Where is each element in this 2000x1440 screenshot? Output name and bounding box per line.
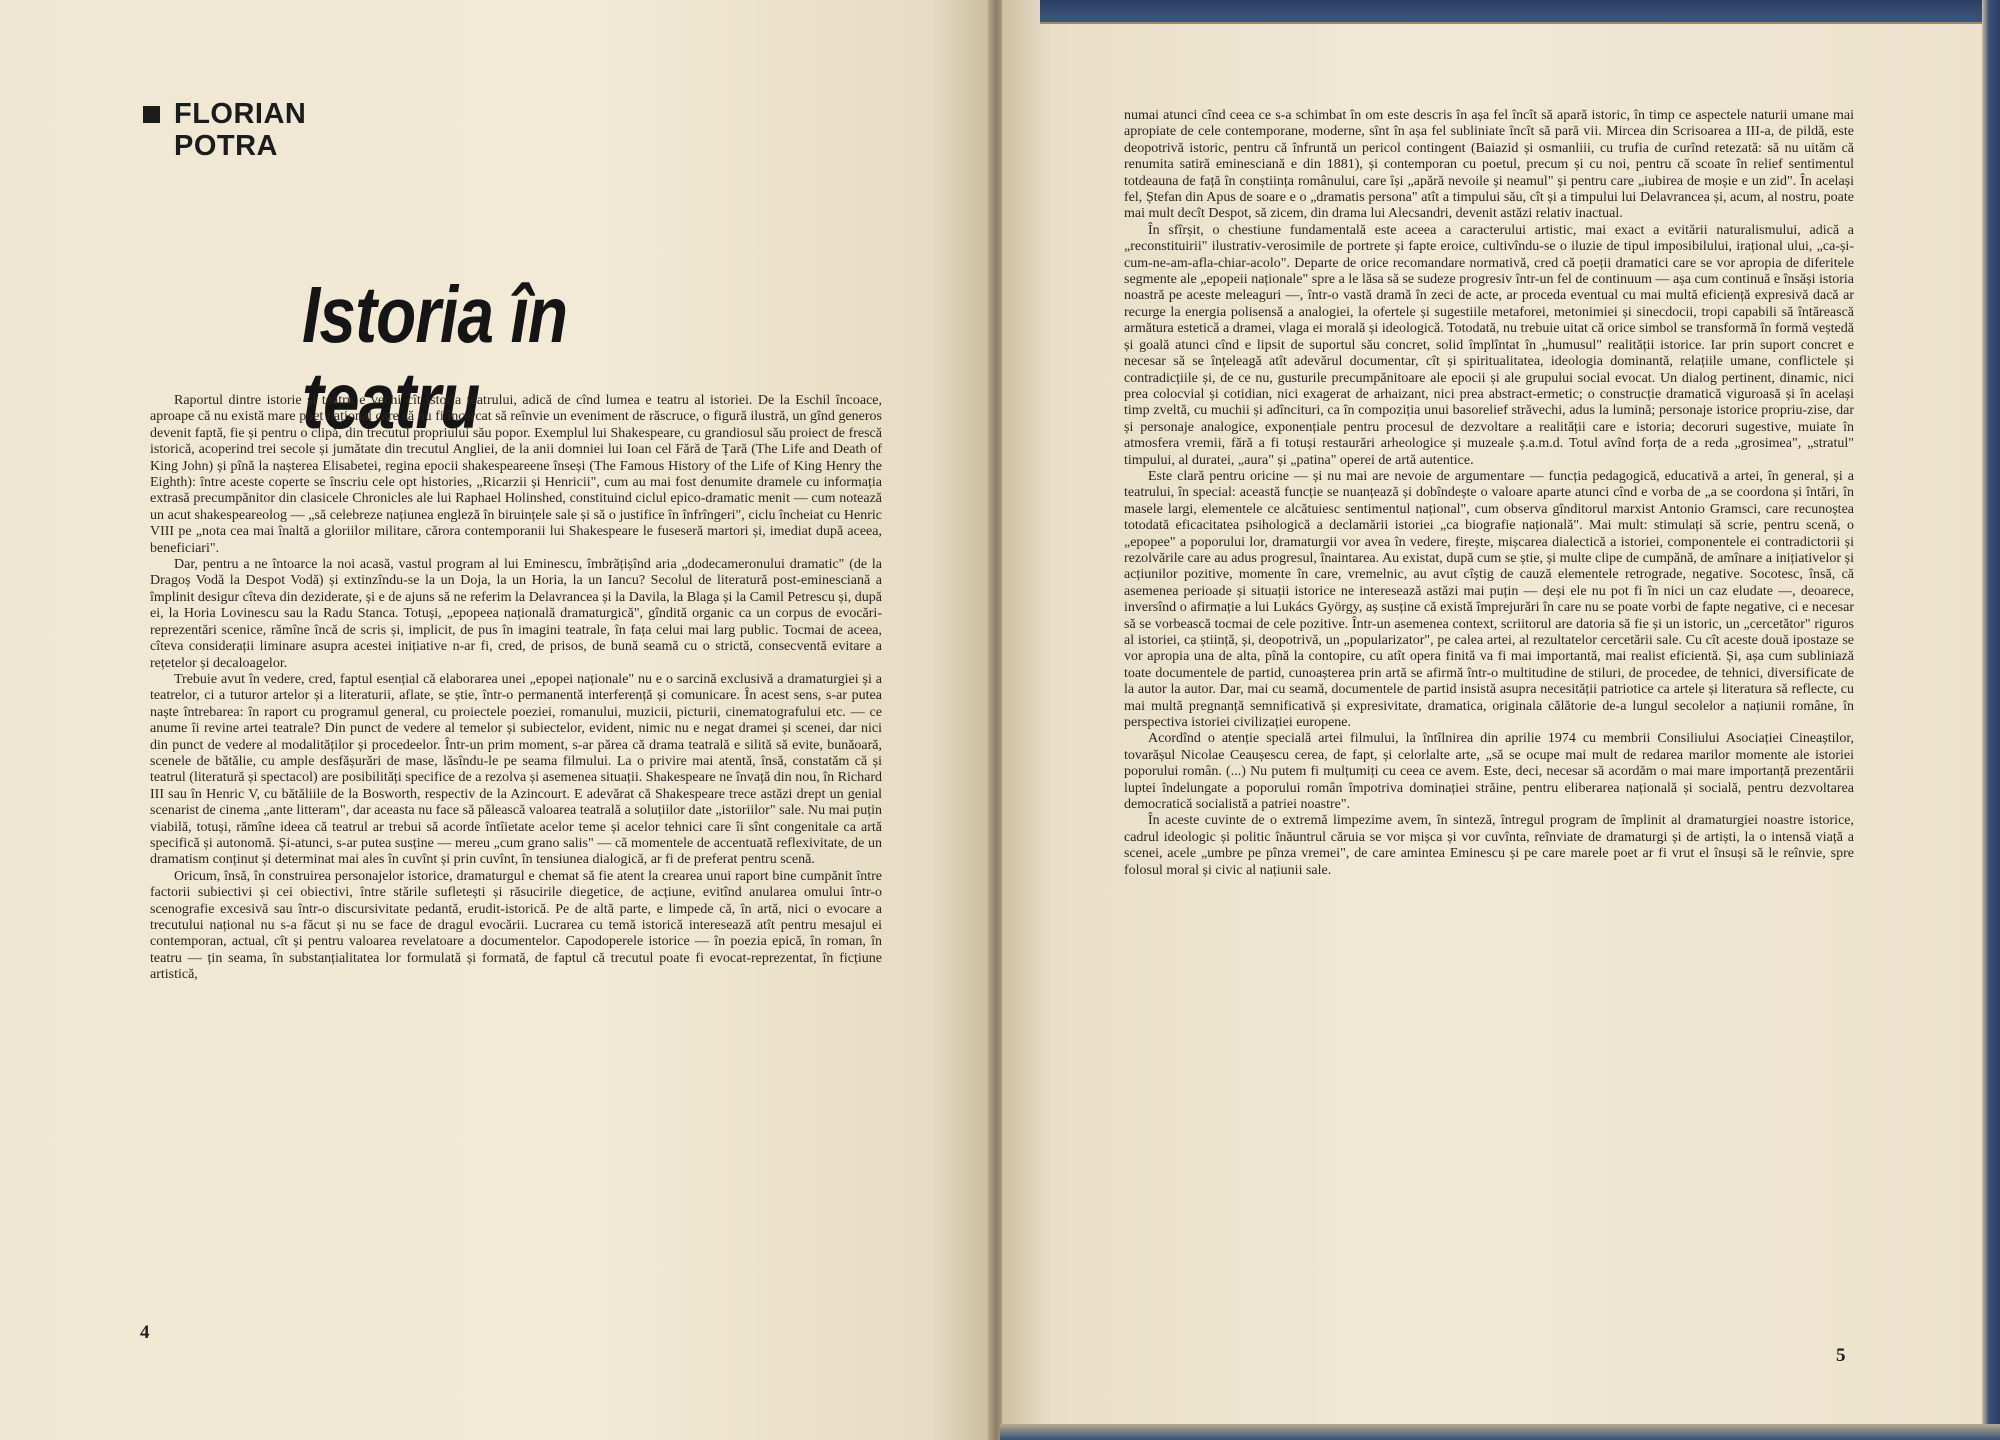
paragraph: numai atunci cînd ceea ce s-a schimbat în om este descris în așa fel încît să apară istoric, în timp ce aspectele naturii umane mai apropiate de cele contemporane, moderne, sînt în așa fel subliniate încît să pară vii. Mircea din Scrisoarea a III-a, de pildă, este deopotrivă istoric, pentru că înfruntă un pericol contingent (Baiazid și osmanliii, cu trufia de curînd retezată: să nu uităm că renumita satiră eminesciană e din 1881), și contemporan cu poetul, precum și cu noi, pentru că scoate în relief sentimentul totdeauna de față în conștiința românului, care își „apără nevoile și neamul" și pentru care „iubirea de moșie e un zid". În același fel, Ștefan din Apus de soare e o „dramatis persona" atît a timpului său, cît și a timpului lui Delavrancea și, acum, al nostru, poate mai mult decît Despot, să zicem, din drama lui Alecsandri, devenit astăzi relativ inactual. xyxy=(1124,108,1854,222)
book-cover-edge-top xyxy=(1040,0,2000,24)
paragraph: Este clară pentru oricine — și nu mai are nevoie de argumentare — funcția pedagogică, educativă a artei, în general, și a teatrului, în special: această funcție se nuanțează și dobîndește o valoare aparte atunci cînd e vorba de „a se coordona și întări, în masele largi, elementele ce alcătuiesc sentimentul național", cum observa gînditorul marxist Antonio Gramsci, care recunoștea totodată eficacitatea psihologică a declamării istoriei „ca biografie națională". Mai mult: stimulați să scrie, pentru scenă, o „epopee" a poporului lor, dramaturgii vor avea în vedere, firește, mișcarea dialectică a istoriei, componentele ei contradictorii și rezolvările care au adus progresul, înaintarea. Au existat, după cum se știe, și multe clipe de cumpănă, de amînare a inițiativelor și acțiunilor pozitive, momente în care, vremelnic, au avut cîștig de cauză elementele retrograde, negative. Socotesc, însă, că asemenea perioade și situații istorice ne interesează astăzi mai puțin — deși ele nu pot fi în nici un caz eludate —, deoarece, inversînd o afirmație a lui Lukács György, aș susține că există împrejurări în care nu se poate vorbi de fapte negative, ci e necesar să se vorbească tocmai de cele pozitive. Într-un asemenea context, scriitorul are datoria să fie și un istoric, un „cercetător" riguros al istoriei, ca știință, și, deopotrivă, un „popularizator", pe calea artei, al rezultatelor cercetării sale. Cu cît aceste două ipostaze se vor apropia una de alta, pînă la contopire, cu atît opera finită va fi mai importantă, mai realist eficientă. Și, așa cum subliniază toate documentele de partid, cunoașterea prin artă se afirmă într-o multitudine de stiluri, de procedee, de tehnici, diversificate de la autor la autor. Dar, mai cu seamă, documentele de partid insistă asupra necesității patriotice ca artele și literatura să reflecte, cu mai multă pregnanță semnificativă și expresivitate, dramatica, originala călătorie de-a lungul secolelor a națiunii române, în perspectiva istoriei civilizației europene. xyxy=(1124,468,1854,731)
paragraph: Oricum, însă, în construirea personajelor istorice, dramaturgul e chemat să fie atent la crearea unui raport bine cumpănit între factorii subiectivi și cei obiectivi, între stările sufletești și răsucirile diegetice, de acțiune, evitînd anularea omului într-o scenografie excesivă sau într-o discursivitate pedantă, erudit-istorică. Pe de altă parte, e limpede că, în artă, nici o evocare a trecutului național nu s-a făcut și nu se face de dragul evocării. Lucrarea cu temă istorică interesează atît pentru mesajul ei contemporan, actual, cît și pentru valoarea revelatoare a documentelor. Capodoperele istorice — în poezia epică, în roman, în teatru — țin seama, în substanțialitatea lor formulată și formată, de faptul că trecutul poate fi evocat-reprezentat, în ficțiune artistică, xyxy=(150,868,882,983)
left-page xyxy=(0,0,990,1440)
paragraph: În aceste cuvinte de o extremă limpezime avem, în sinteză, întregul program de împlinit al dramaturgiei noastre istorice, cadrul ideologic și politic înăuntrul căruia se vor mișca și vor cuvînta, reînviate de dramaturgi și de artiști, la o intensă viață a scenei, acele „umbre pe pînza vremei", de care amintea Eminescu și pe care marele poet ar fi vrut el însuși să le reînvie, spre folosul moral și civic al națiunii sale. xyxy=(1124,813,1854,878)
right-page xyxy=(1002,0,2000,1440)
page-number-right: 5 xyxy=(1836,1345,1846,1366)
author-square-bullet xyxy=(143,106,160,123)
right-text-column xyxy=(1124,108,1854,1278)
page-number-left: 4 xyxy=(140,1322,150,1343)
author-last-name: POTRA xyxy=(174,130,278,162)
book-cover-edge-bottom xyxy=(1000,1424,2000,1440)
book-cover-edge-right xyxy=(1982,0,2000,1440)
paragraph: În sfîrșit, o chestiune fundamentală este aceea a caracterului artistic, mai exact a evitării naturalismului, adică a „reconstituirii" ilustrativ-verosimile de portrete și fapte eroice, cultivîndu-se o iluzie de tipul imposibilului, irațional ului, „ca-și-cum-ne-am-afla-chiar-acolo". Departe de orice recomandare normativă, cred că poeții dramatici care se vor apropia de diferitele segmente ale „epopeii naționale" spre a le lăsa să se sudeze progresiv într-un fel de continuum — așa cum continuă e însăși istoria noastră pe aceste meleaguri —, într-o vastă dramă în zeci de acte, ar proceda eventual cu mai multă eficiență expresivă dacă ar recurge la energia polisensă a analogiei, la ofertele și sugestiile metaforei, metonimiei și sinecdocii, tropi capabili să întărească armătura estetică a dramei, vlaga ei morală și ideologică. Totodată, nu trebuie uitat că orice simbol se transformă în formă veștedă și goală atunci cînd e lipsit de suportul său concret, solid împlîntat în „humusul" realității istorice. Iar prin suport concret e necesar să se înțeleagă atît adevărul documentar, cît și spiritualitatea, ideologia dominantă, relațiile umane, conflictele și contradicțiile și, de ce nu, gusturile precumpănitoare ale epocii și ale grupului social evocat. Un dialog pertinent, dinamic, nici prea colocvial și cotidian, nici exagerat de arhaizant, nici prea abstract-ermetic; o construcție dramatică viguroasă și în același timp zveltă, cu muchii și adîncituri, ca în compoziția unui basorelief străvechi, adus la lumină; personaje istorice propriu-zise, dar și personaje analogice, exponențiale pentru procesul de dezvoltare a realității care e istoria; decoruri sugestive, muiate în atmosfera vremii, fără a fi totuși restaurări arheologice și muzeale ș.a.m.d. Totul avînd forța de a reda „grosimea", „stratul" timpului, al duratei, „aura" și „patina" operei de artă autentice. xyxy=(1124,222,1854,468)
article-title: Istoria în teatru xyxy=(302,270,568,445)
paragraph: Trebuie avut în vedere, cred, faptul esențial că elaborarea unei „epopei naționale" nu e o sarcină exclusivă a dramaturgiei și a teatrelor, ci a tuturor artelor și a literaturii, aflate, se știe, într-o permanentă interferență și comunicare. În acest sens, s-ar putea naște întrebarea: în raport cu programul general, cu proiectele poeziei, romanului, muzicii, picturii, cinematografului etc. — ce anume îi revine artei teatrale? Din punct de vedere al temelor și subiectelor, evident, nimic nu e negat dramei și scenei, dar nici din punct de vedere al modalităților și procedeelor. Într-un prim moment, s-ar părea că drama teatrală e silită să evite, bunăoară, scenele de bătălie, cu ample desfășurări de mase, lăsîndu-le pe seama filmului. La o privire mai atentă, însă, constatăm că și teatrul (literatură și spectacol) are posibilități specifice de a rezolva și asemenea situații. Shakespeare ne învață din nou, în Richard III sau în Henric V, cu bătăliile de la Bosworth, respectiv de la Azincourt. E adevărat că Shakespeare trece astăzi drept un genial scenarist de cinema „ante litteram", dar aceasta nu face să pălească valoarea teatrală a soluțiilor date „istoriilor" sale. Nu mai puțin viabilă, totuși, rămîne ideea că teatrul ar trebui să acorde întîietate acelor teme și acelor tehnici care îi sînt congenitale ca artă specifică și autonomă. Și-atunci, s-ar putea susține — mereu „cum grano salis" — că momentele de accentuată reflexivitate, de un dramatism conținut și determinat mai ales în cuvînt și prin cuvînt, în tensiunea dialogică, ar fi de preferat pentru scenă. xyxy=(150,671,882,868)
left-text-column xyxy=(150,393,882,1293)
paragraph: Raportul dintre istorie și teatru e vechi cît istoria teatrului, adică de cînd lumea e teatru al istoriei. De la Eschil încoace, aproape că nu există mare poet național care să nu fi încercat să reînvie un eveniment de răscruce, o figură ilustră, un gînd generos devenit faptă, fie și pentru o clipă, din trecutul propriului său popor. Exemplul lui Shakespeare, cu grandiosul său proiect de frescă istorică, acoperind trei secole și jumătate din trecutul Angliei, de la anii domniei lui Ioan cel Fără de Țară (The Life and Death of King John) și pînă la nașterea Elisabetei, regina epocii shakespeareene înseși (The Famous History of the Life of King Henry the Eighth): între aceste coperte se înscriu cele opt histories, „Ricarzii și Henricii", cum au mai fost denumite dramele cu informația extrasă precumpănitor din clasicele Chronicles ale lui Raphael Holinshed, constituind ciclul epico-dramatic menit — cum notează un acut shakespeareolog — „să celebreze națiunea engleză în biruințele sale și să o justifice în înfrîngeri", ciclu încheiat cu Henric VIII pe „nota cea mai înaltă a gloriilor militare, cărora contemporanii lui Shakespeare le fuseseră martori și, imediat după aceea, beneficiari". xyxy=(150,393,882,556)
paragraph: Acordînd o atenție specială artei filmului, la întîlnirea din aprilie 1974 cu membrii Consiliului Asociației Cineaștilor, tovarășul Nicolae Ceaușescu cerea, de fapt, și celorlalte arte, „să se ocupe mai mult de redarea marilor momente ale istoriei poporului român. (...) Nu putem fi mulțumiți cu ceea ce avem. Este, deci, necesar să acordăm o mai mare importanță prezentării luptei îndelungate a poporului român împotriva dominației străine, pentru eliberarea națională și socială, pentru dezvoltarea democratică socialistă a patriei noastre". xyxy=(1124,731,1854,813)
paragraph: Dar, pentru a ne întoarce la noi acasă, vastul program al lui Eminescu, îmbrățișînd aria „dodecameronului dramatic" (de la Dragoș Vodă la Despot Vodă) și extinzîndu-se la un Doja, la un Horia, la un Iancu? Secolul de literatură post-eminesciană a împlinit desigur cîteva din deziderate, și e de ajuns să ne referim la Delavrancea și la Davila, la Blaga și la Camil Petrescu și, după ei, la Horia Lovinescu sau la Radu Stanca. Totuși, „epopeea națională dramaturgică", gîndită organic ca un corpus de evocări-reprezentări scenice, rămîne încă de scris și, implicit, de pus în imagini teatrale, în fața celui mai larg public. Tocmai de aceea, cîteva considerații liminare asupra acestei inițiative n-ar fi, cred, de prisos, de bună seamă cu o strictă, consecventă evitare a rețetelor și decaloagelor. xyxy=(150,557,882,671)
author-first-name: FLORIAN xyxy=(174,98,307,130)
